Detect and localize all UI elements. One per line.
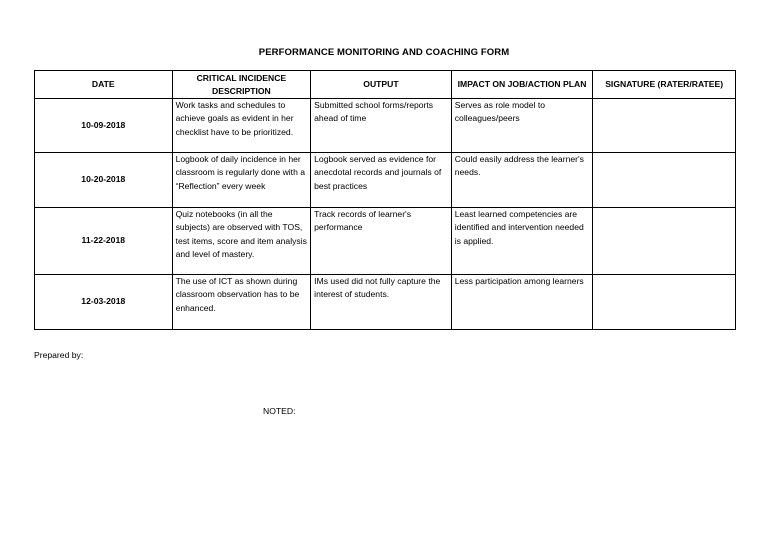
header-critical-incidence-description: CRITICAL INCIDENCE DESCRIPTION xyxy=(172,71,311,99)
form-title: PERFORMANCE MONITORING AND COACHING FORM xyxy=(258,47,510,58)
table-row xyxy=(35,99,736,153)
date-cell: 10-09-2018 xyxy=(35,99,173,153)
header-signature: SIGNATURE (RATER/RATEE) xyxy=(593,71,736,99)
impact-cell: Could easily address the learner's needs. xyxy=(451,153,593,208)
description-cell: Logbook of daily incidence in her classroom is regularly done with a “Reflection” every week xyxy=(172,153,311,208)
description-cell: The use of ICT as shown during classroom observation has to be enhanced. xyxy=(172,275,311,330)
output-cell: Submitted school forms/reports ahead of time xyxy=(311,99,452,153)
output-cell: IMs used did not fully capture the interest of students. xyxy=(311,275,452,330)
coaching-table xyxy=(34,70,736,330)
prepared-by-label: Prepared by: xyxy=(34,350,84,360)
table-row xyxy=(35,275,736,330)
output-cell: Logbook served as evidence for anecdotal records and journals of best practices xyxy=(311,153,452,208)
impact-cell: Less participation among learners xyxy=(451,275,593,330)
date-cell: 12-03-2018 xyxy=(35,275,173,330)
header-date: DATE xyxy=(35,71,173,99)
noted-label: NOTED: xyxy=(263,406,296,416)
output-cell: Track records of learner's performance xyxy=(311,208,452,275)
impact-cell: Least learned competencies are identified and intervention needed is applied. xyxy=(451,208,593,275)
table-header-row xyxy=(35,71,736,99)
date-cell: 10-20-2018 xyxy=(35,153,173,208)
table-row xyxy=(35,153,736,208)
header-impact-action-plan: IMPACT ON JOB/ACTION PLAN xyxy=(451,71,593,99)
signature-cell xyxy=(593,208,736,275)
table-row xyxy=(35,208,736,275)
signature-cell xyxy=(593,275,736,330)
signature-cell xyxy=(593,153,736,208)
signature-cell xyxy=(593,99,736,153)
description-cell: Quiz notebooks (in all the subjects) are observed with TOS, test items, score and item analysis and level of mastery. xyxy=(172,208,311,275)
date-cell: 11-22-2018 xyxy=(35,208,173,275)
impact-cell: Serves as role model to colleagues/peers xyxy=(451,99,593,153)
description-cell: Work tasks and schedules to achieve goals as evident in her checklist have to be prioritized. xyxy=(172,99,311,153)
header-output: OUTPUT xyxy=(311,71,452,99)
